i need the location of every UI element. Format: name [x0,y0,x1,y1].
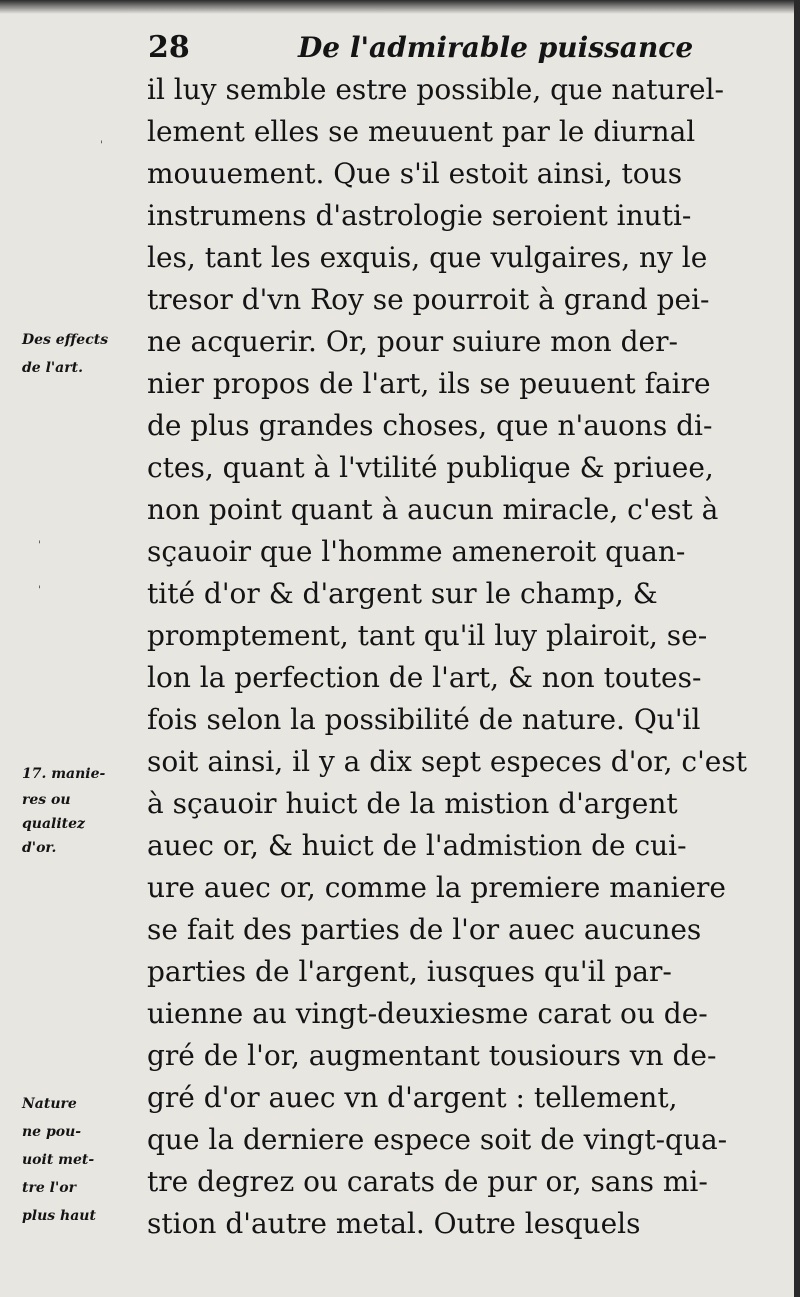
text-line: que la derniere espece soit de vingt-qua- [147,1123,728,1156]
text-line: soit ainsi, il y a dix sept especes d'or, c'est [147,745,747,778]
text-line: auec or, & huict de l'admistion de cui- [147,829,687,862]
text-line: instrumens d'astrologie seroient inuti- [147,199,692,232]
text-line: de plus grandes choses, que n'auons di- [147,409,713,442]
text-line: il luy semble estre possible, que naturel- [147,73,724,106]
text-line: à sçauoir huict de la mistion d'argent [147,787,678,820]
running-title: De l'admirable puissance [298,31,694,64]
text-line: lement elles se meuuent par le diurnal [147,115,696,148]
text-line: les, tant les exquis, que vulgaires, ny le [147,241,708,274]
margin-note-line: ne pou- [22,1124,82,1140]
margin-note-line: plus haut [22,1208,96,1224]
text-line: ne acquerir. Or, pour suiure mon der- [147,325,678,358]
text-line: ure auec or, comme la premiere maniere [147,871,726,904]
margin-note-line: tre l'or [22,1180,76,1196]
text-line: se fait des parties de l'or auec aucunes [147,913,702,946]
stray-mark: ' [38,585,41,596]
margin-note-line: Des effects [22,332,109,348]
text-line: tresor d'vn Roy se pourroit à grand pei- [147,283,710,316]
page-top-edge [0,0,800,14]
text-line: parties de l'argent, iusques qu'il par- [147,955,672,988]
text-line: sçauoir que l'homme ameneroit quan- [147,535,686,568]
margin-note-line: de l'art. [22,360,83,376]
margin-note-line: uoit met- [22,1152,95,1168]
text-line: lon la perfection de l'art, & non toutes- [147,661,702,694]
text-line: promptement, tant qu'il luy plairoit, se- [147,619,708,652]
stray-mark: ' [38,540,41,551]
margin-note-line: d'or. [22,840,57,856]
margin-note-line: qualitez [22,816,85,832]
page-header [148,24,768,72]
text-line: ctes, quant à l'vtilité publique & priuee, [147,451,714,484]
text-line: tité d'or & d'argent sur le champ, & [147,577,658,610]
page-number: 28 [148,30,190,65]
text-line: mouuement. Que s'il estoit ainsi, tous [147,157,683,190]
text-line: gré d'or auec vn d'argent : tellement, [147,1081,678,1114]
text-line: gré de l'or, augmentant tousiours vn de- [147,1039,717,1072]
text-line: nier propos de l'art, ils se peuuent faire [147,367,711,400]
margin-note-line: Nature [22,1096,77,1112]
text-line: stion d'autre metal. Outre lesquels [147,1207,641,1240]
text-line: uienne au vingt-deuxiesme carat ou de- [147,997,708,1030]
margin-note-line: res ou [22,792,71,808]
text-line: tre degrez ou carats de pur or, sans mi- [147,1165,708,1198]
text-line: fois selon la possibilité de nature. Qu'il [147,703,701,736]
stray-mark: ' [100,140,103,151]
text-line: non point quant à aucun miracle, c'est à [147,493,719,526]
page-right-edge [794,0,800,1297]
margin-note-line: 17. manie- [22,766,106,782]
